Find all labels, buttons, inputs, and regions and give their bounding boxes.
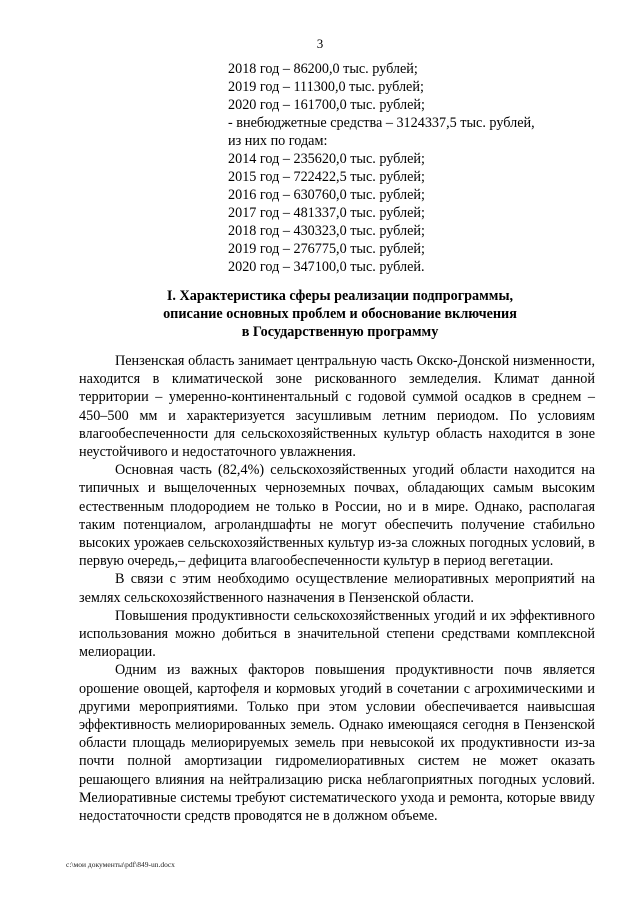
section-title-line: в Государственную программу bbox=[241, 324, 439, 340]
funding-line: 2020 год – 347100,0 тыс. рублей. bbox=[228, 259, 425, 275]
body-text bbox=[79, 352, 595, 825]
funding-line: 2016 год – 630760,0 тыс. рублей; bbox=[228, 187, 425, 203]
section-title bbox=[120, 287, 560, 341]
funding-line: 2017 год – 481337,0 тыс. рублей; bbox=[228, 205, 425, 221]
funding-line: 2018 год – 430323,0 тыс. рублей; bbox=[228, 223, 425, 239]
section-title-line: I. Характеристика сферы реализации подпрограммы, bbox=[166, 288, 514, 304]
funding-line: 2018 год – 86200,0 тыс. рублей; bbox=[228, 61, 418, 77]
funding-line: 2020 год – 161700,0 тыс. рублей; bbox=[228, 97, 425, 113]
funding-list bbox=[228, 60, 535, 276]
funding-line: из них по годам: bbox=[228, 133, 328, 149]
paragraph: Одним из важных факторов повышения продуктивности почв является орошение овощей, картофеля и кормовых угодий в сочетании с агрохимическими и другими мероприятиями. Только при этом условии обеспечивается наивысшая эффективность мелиорированных земель. Однако имеющаяся сегодня в Пензенской области площадь мелиорируемых земель при невысокой их продуктивности из-за почти полной амортизации гидромелиоративных систем не может оказать решающего влияния на нейтрализацию риска неблагоприятных погодных условий. Мелиоративные системы требуют систематического ухода и ремонта, которые ввиду недостаточности средств проводятся не в должном объеме. bbox=[79, 662, 595, 825]
funding-line: - внебюджетные средства – 3124337,5 тыс. рублей, bbox=[228, 115, 535, 131]
paragraph: Повышения продуктивности сельскохозяйственных угодий и их эффективного использования можно добиться в значительной степени средствами комплексной мелиорации. bbox=[79, 607, 595, 661]
paragraph: Пензенская область занимает центральную часть Окско-Донской низменности, находится в климатической зоне рискованного земледелия. Климат данной территории – умеренно-континентальный с годовой суммой осадков в среднем – 450–500 мм и характеризуется засушливым летним периодом. По условиям влагообеспеченности для сельскохозяйственных культур область находится в зоне неустойчивого и недостаточного увлажнения. bbox=[79, 353, 595, 461]
paragraph: В связи с этим необходимо осуществление мелиоративных мероприятий на землях сельскохозяйственного назначения в Пензенской области. bbox=[79, 571, 595, 606]
paragraph: Основная часть (82,4%) сельскохозяйственных угодий области находится на типичных и выщелоченных черноземных почвах, обладающих самым высоким естественным плодородием не только в России, но и в мире. Однако, располагая таким потенциалом, агроландшафты не могут обеспечить получение стабильно высоких урожаев сельскохозяйственных культур из-за сложных погодных условий, в первую очередь,– дефицита влагообеспеченности культур в период вегетации. bbox=[79, 462, 595, 570]
footer-file-path: c:\мои документы\pdf\849-un.docx bbox=[66, 860, 175, 869]
funding-line: 2015 год – 722422,5 тыс. рублей; bbox=[228, 169, 425, 185]
page-number: 3 bbox=[316, 36, 324, 51]
funding-line: 2019 год – 111300,0 тыс. рублей; bbox=[228, 79, 424, 95]
funding-line: 2014 год – 235620,0 тыс. рублей; bbox=[228, 151, 425, 167]
funding-line: 2019 год – 276775,0 тыс. рублей; bbox=[228, 241, 425, 257]
section-title-line: описание основных проблем и обоснование включения bbox=[163, 306, 517, 322]
